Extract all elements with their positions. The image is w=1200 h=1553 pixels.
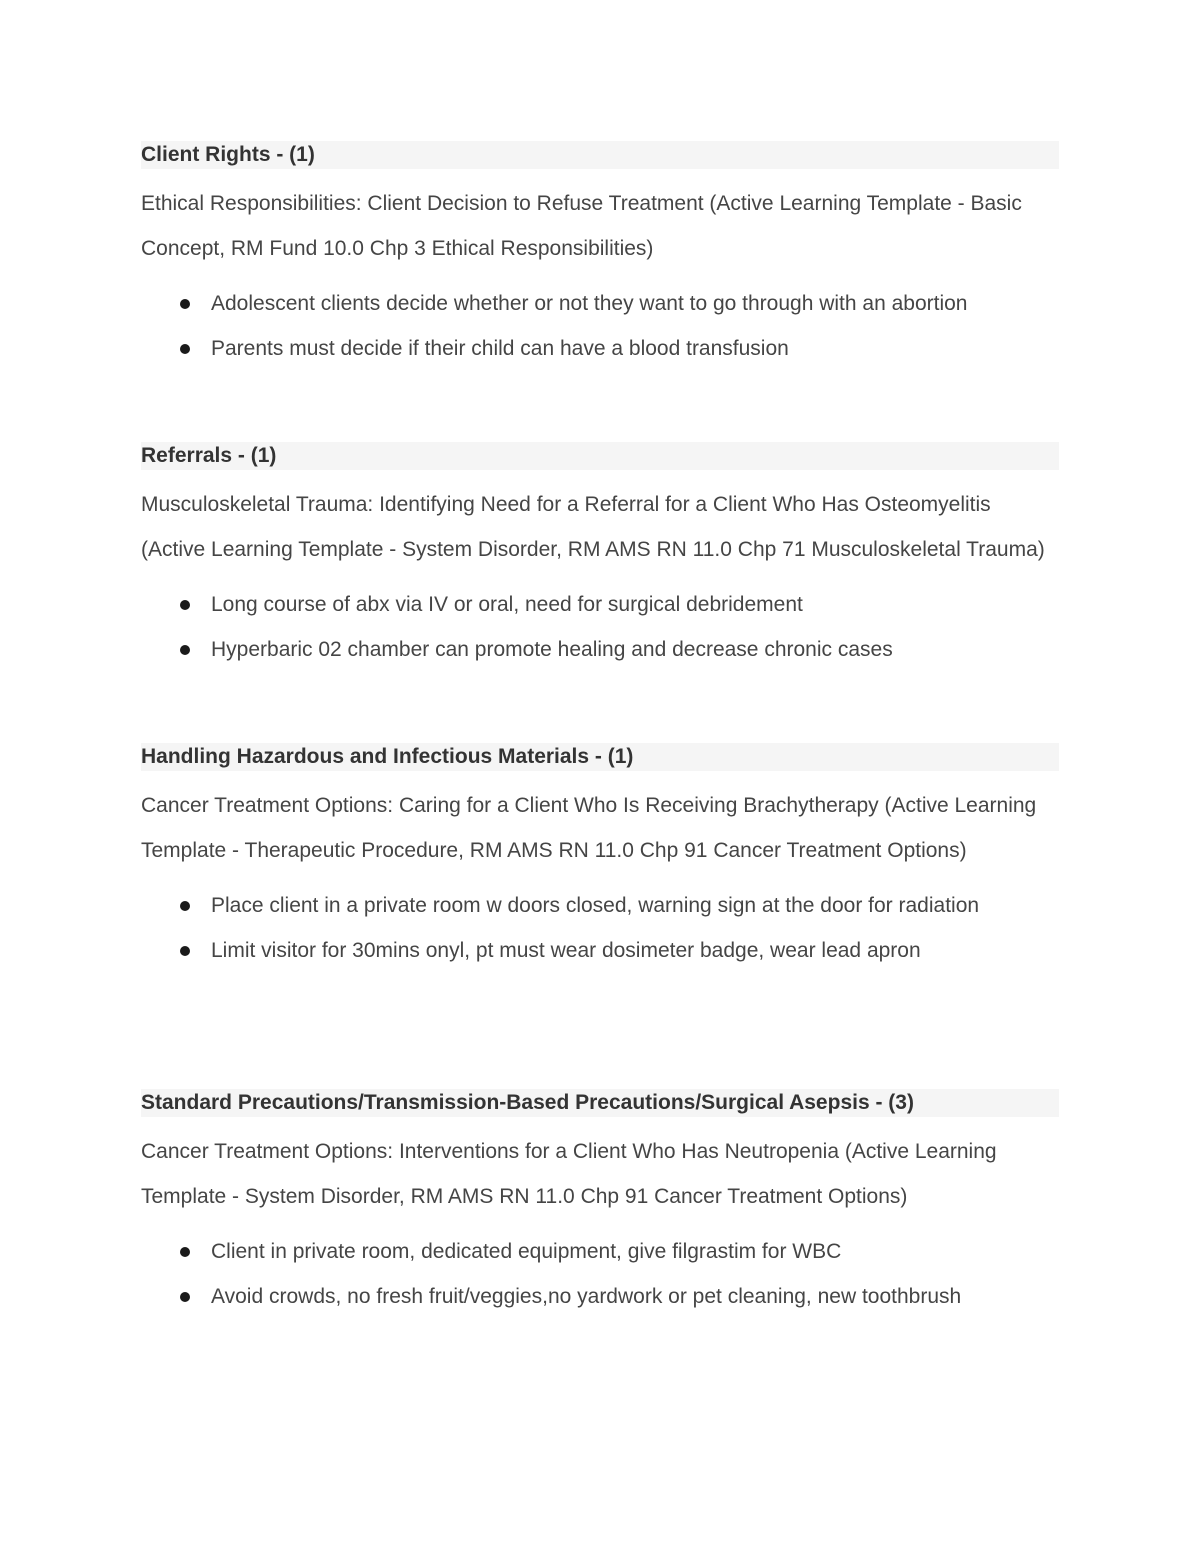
section-heading: Referrals - (1)	[141, 442, 1059, 470]
list-item	[141, 627, 1056, 672]
list-item-text: Hyperbaric 02 chamber can promote healing and decrease chronic cases	[211, 638, 893, 661]
list-item-text: Place client in a private room w doors closed, warning sign at the door for radiation	[211, 894, 980, 917]
bullet-list	[141, 1229, 1059, 1319]
section-heading: Handling Hazardous and Infectious Materials - (1)	[141, 743, 1059, 771]
section-paragraph: Ethical Responsibilities: Client Decision to Refuse Treatment (Active Learning Template - Basic Concept, RM Fund 10.0 Chp 3 Ethical Responsibilities)	[141, 192, 1022, 260]
bullet-list	[141, 883, 1059, 973]
bullet-list	[141, 281, 1059, 371]
bullet-icon	[180, 1247, 190, 1257]
section-paragraph: Cancer Treatment Options: Caring for a Client Who Is Receiving Brachytherapy (Active Learning Template - Therapeutic Procedure, RM AMS RN 11.0 Chp 91 Cancer Treatment Options)	[141, 794, 1037, 862]
section-paragraph: Cancer Treatment Options: Interventions for a Client Who Has Neutropenia (Active Learning Template - System Disorder, RM AMS RN 11.0 Chp 91 Cancer Treatment Options)	[141, 1140, 997, 1208]
bullet-icon	[180, 299, 190, 309]
bullet-icon	[180, 901, 190, 911]
list-item	[141, 281, 1056, 326]
list-item	[141, 928, 1056, 973]
bullet-icon	[180, 600, 190, 610]
bullet-icon	[180, 344, 190, 354]
list-item	[141, 326, 1056, 371]
list-item-text: Client in private room, dedicated equipment, give filgrastim for WBC	[211, 1240, 842, 1263]
list-item-text: Adolescent clients decide whether or not they want to go through with an abortion	[211, 292, 968, 315]
list-item-text: Long course of abx via IV or oral, need for surgical debridement	[211, 593, 803, 616]
list-item	[141, 1274, 1056, 1319]
bullet-icon	[180, 946, 190, 956]
section-client-rights	[141, 141, 1059, 371]
bullet-list	[141, 582, 1059, 672]
section-referrals	[141, 442, 1059, 672]
section-paragraph: Musculoskeletal Trauma: Identifying Need for a Referral for a Client Who Has Osteomyelitis (Active Learning Template - System Disorder, RM AMS RN 11.0 Chp 71 Musculoskeletal Trauma)	[141, 493, 1045, 561]
section-hazardous-materials	[141, 743, 1059, 973]
list-item-text: Avoid crowds, no fresh fruit/veggies,no yardwork or pet cleaning, new toothbrush	[211, 1285, 962, 1308]
list-item	[141, 1229, 1056, 1274]
list-item-text: Parents must decide if their child can have a blood transfusion	[211, 337, 789, 360]
section-heading: Client Rights - (1)	[141, 141, 1059, 169]
list-item-text: Limit visitor for 30mins onyl, pt must wear dosimeter badge, wear lead apron	[211, 939, 921, 962]
bullet-icon	[180, 1292, 190, 1302]
list-item	[141, 582, 1056, 627]
section-heading: Standard Precautions/Transmission-Based Precautions/Surgical Asepsis - (3)	[141, 1089, 1059, 1117]
bullet-icon	[180, 645, 190, 655]
section-standard-precautions	[141, 1089, 1059, 1319]
list-item	[141, 883, 1056, 928]
